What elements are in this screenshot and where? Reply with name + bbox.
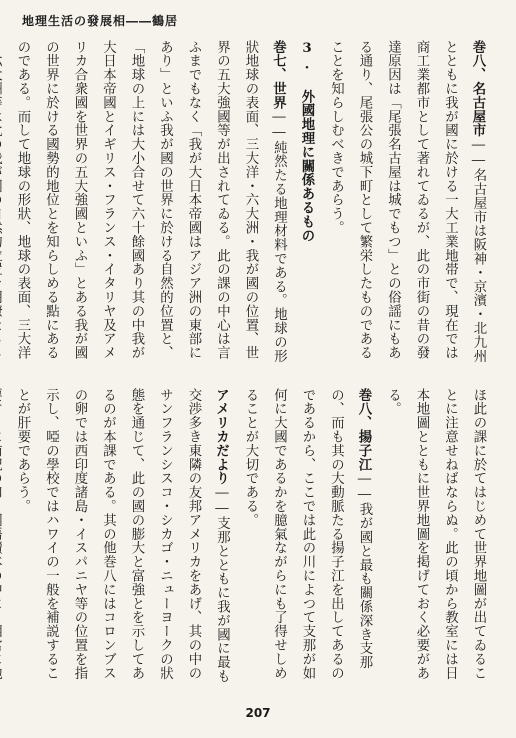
- text-block-bottom: [15, 388, 492, 688]
- page-number: 207: [245, 706, 271, 720]
- section-heading: 巻七、世界: [270, 40, 287, 110]
- running-header: 地理生活の發展相――鶴居: [22, 14, 179, 28]
- paragraph: [0, 388, 8, 688]
- paragraph-text: ――純然たる地理材料である。地球の形狀地球の表面、三大洋・六大洲・我が國の位置、世界の五大強國等が出されてゐる。此の課の中心は言ふまでもなく「我が大日本帝國はアジア洲の東部にあり」といふ我が國の世界に於ける自然的位置と、「地球の上には大小合せて六十餘國あり其の中我が大日本帝國とイギリス・フランス・イタリヤ及アメリカ合衆國を世界の五大強國といふ」とある我が國の世界に於ける國勢的地位とを知らしめる點にあるのである。而して地球の形狀、地球の表面、三大洋: [15, 40, 287, 363]
- paragraph: [0, 40, 293, 370]
- paragraph: [293, 40, 322, 370]
- paragraph-text: [0, 388, 2, 680]
- paragraph: [378, 388, 492, 688]
- paragraph-text: ほ此の課に於てはじめて世界地圖が出てゐることに注意せねばならぬ。此の頃から教室には日本地圖とともに世界地圖を掲げておく必要がある。: [385, 388, 486, 680]
- paragraph: [321, 40, 492, 370]
- section-heading: 3. 外國地理に關係あるもの: [299, 40, 315, 243]
- section-heading: 巻八、名古屋市: [470, 40, 486, 138]
- paragraph: [8, 388, 236, 688]
- text-block-top: [15, 40, 492, 370]
- paragraph-text: ――名古屋市は阪神・京濱・北九州とともに我が國に於ける一大工業地帯で、現在では商工業都市として著れてゐるが、此の市街の昔の發達原因は「尾張名古屋は城でもつ」との俗謡にもある通り、尾張公の城下町として繁栄したものであることを知らしむべきであらう。: [328, 40, 486, 363]
- section-heading: アメリカだより: [213, 388, 230, 486]
- paragraph-text: ――支那とともに我が國に最も交渉多き東隣の友邦アメリカをあげ、其の中のサンフランシスコ・シカゴ・ニューヨークの狀態を通じて、此の國の膨大と富強とを示してあるのが本課である。其の他巻八にはコロンブスの卵では西印度諸島・イスパニヤ等の位置を指示し、啞の學校ではハワイの一般を補説することが肝要であらう。: [15, 388, 230, 684]
- paragraph: [236, 388, 379, 688]
- paragraph-text: ――我が國と最も關係深き支那の、而も其の大動脈たる揚子江を出してあるのであるから、ここでは此の川によつて支那が如何に大國であるかを臆氣ながらにも了得せしめることが大切である。: [243, 388, 372, 680]
- section-heading: 巻八、揚子江: [356, 388, 372, 472]
